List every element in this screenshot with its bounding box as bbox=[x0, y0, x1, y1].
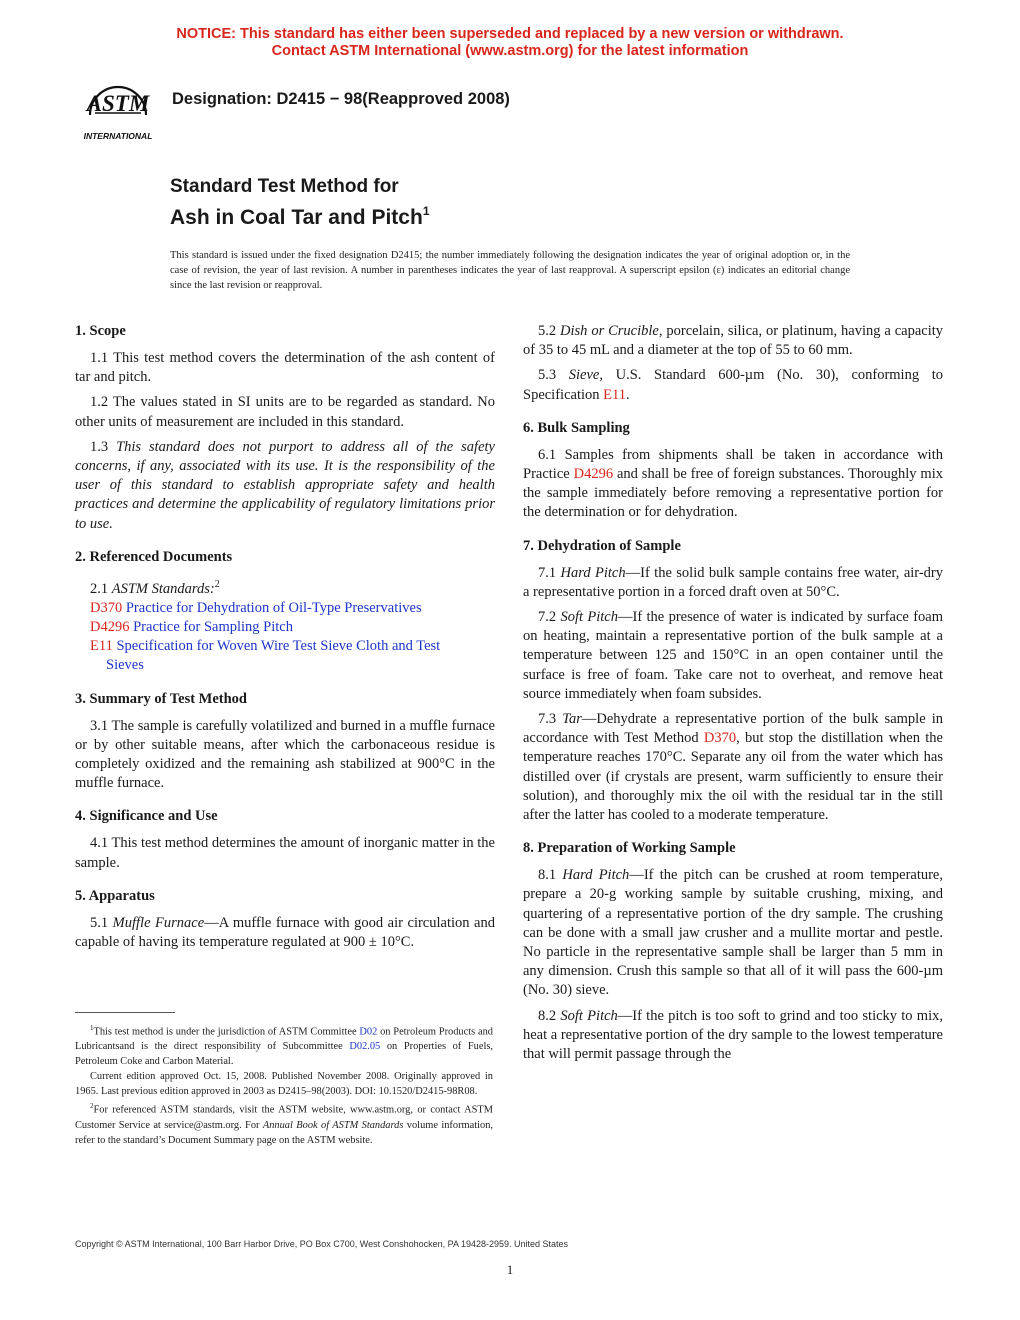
section-dehydration bbox=[523, 537, 943, 826]
footnote-1-text-c: on Properties of Fuels, Petroleum Coke and Carbon Material. bbox=[75, 1041, 493, 1068]
footnote-1 bbox=[75, 1021, 493, 1069]
ref-d370-code[interactable]: D370 bbox=[90, 599, 123, 616]
footnote-2-marker: 2 bbox=[90, 1102, 94, 1111]
link-d02-05[interactable]: D02.05 bbox=[349, 1041, 381, 1053]
preparation-8-1 bbox=[523, 866, 943, 1000]
preparation-8-1-text: —If the pitch can be crushed at room temperature, prepare a 20-g working sample by suitable crushing, mixing, and quartering of a representative portion of the dry sample. The crushing can be done with a small jaw crusher and a mullite mortar and pestle. No particle in the representative sample shall be larger than 5 mm in any dimension. Crush this sample so that all of it will pass the 600-µm (No. 30) sieve. bbox=[523, 867, 943, 999]
ref-d370[interactable] bbox=[75, 599, 495, 618]
dehydration-7-3-term: Tar bbox=[562, 711, 582, 728]
left-column bbox=[75, 322, 495, 966]
ref-e11-title[interactable]: Specification for Woven Wire Test Sieve Cloth and Test bbox=[112, 638, 441, 655]
ref-d4296-code[interactable]: D4296 bbox=[90, 619, 130, 636]
section-bulk-sampling bbox=[523, 419, 943, 523]
dehydration-7-1-num: 7.1 bbox=[538, 564, 561, 581]
apparatus-5-2-term: Dish or Crucible, bbox=[560, 323, 663, 339]
apparatus-5-2 bbox=[523, 322, 943, 360]
ref-sub-text: ASTM Standards: bbox=[111, 580, 215, 597]
bulk-6-1-text-b: and shall be free of foreign substances. Thoroughly mix the sample immediately before removing a representative portion for the determination or for dehydration. bbox=[523, 466, 943, 521]
section-apparatus bbox=[75, 887, 495, 952]
title-line-1: Standard Test Method for bbox=[170, 176, 399, 197]
apparatus-continued bbox=[523, 322, 943, 405]
section-summary bbox=[75, 690, 495, 794]
link-d02[interactable]: D02 bbox=[359, 1026, 378, 1038]
summary-3-1: 3.1 The sample is carefully volatilized and burned in a muffle furnace or by other suitable means, after which the carbonaceous residue is completely oxidized and the remaining ash stabilized at 900°C in the muffle furnace. bbox=[75, 717, 495, 792]
apparatus-5-1 bbox=[75, 914, 495, 952]
ref-e11[interactable] bbox=[75, 637, 495, 656]
preparation-8-2-text: —If the pitch is too soft to grind and too sticky to mix, heat a representative portion of the dry sample to the lowest temperature that will permit passage through the bbox=[523, 1007, 943, 1063]
dehydration-7-1 bbox=[523, 564, 943, 602]
apparatus-5-3 bbox=[523, 366, 943, 404]
dehydration-7-2-num: 7.2 bbox=[538, 609, 561, 626]
notice-line-2: Contact ASTM International (www.astm.org) for the latest information bbox=[271, 43, 749, 59]
apparatus-5-3-text: U.S. Standard 600-µm (No. 30), conforming to Specification bbox=[523, 367, 943, 403]
title-line-2 bbox=[170, 198, 430, 231]
apparatus-heading: 5. Apparatus bbox=[75, 887, 155, 904]
logo-caption: INTERNATIONAL bbox=[83, 131, 153, 141]
withdrawal-notice bbox=[0, 26, 1020, 60]
footnote-1-edition: Current edition approved Oct. 15, 2008. Published November 2008. Originally approved in 1965. Last previous edition approved in 2003 as D2415–98(2003). DOI: 10.1520/D2415-98R08. bbox=[75, 1071, 493, 1098]
ref-sub-num: 2.1 bbox=[90, 580, 112, 597]
designation: Designation: D2415 − 98(Reapproved 2008) bbox=[172, 90, 510, 108]
section-preparation bbox=[523, 839, 943, 1064]
scope-1-3 bbox=[75, 438, 495, 534]
ref-d4296[interactable] bbox=[75, 618, 495, 637]
dehydration-7-1-term: Hard Pitch bbox=[560, 564, 626, 581]
title-footnote-ref: 1 bbox=[422, 204, 430, 218]
section-scope bbox=[75, 322, 495, 534]
copyright-line: Copyright © ASTM International, 100 Barr Harbor Drive, PO Box C700, West Conshohocken, PA 19428-2959. United States bbox=[75, 1239, 569, 1249]
apparatus-5-3-end: . bbox=[625, 386, 630, 403]
dehydration-7-3-text-a: —Dehydrate a representative portion of the bulk sample in accordance with Test Method bbox=[523, 711, 943, 747]
apparatus-5-1-num: 5.1 bbox=[90, 914, 113, 931]
scope-1-2: 1.2 The values stated in SI units are to be regarded as standard. No other units of measurement are included in this standard. bbox=[75, 394, 495, 430]
preparation-8-1-term: Hard Pitch bbox=[562, 867, 630, 884]
footnote-divider bbox=[75, 1012, 175, 1013]
logo-mark: ASTM bbox=[86, 91, 150, 116]
astm-logo-icon bbox=[76, 75, 160, 143]
ref-e11-code[interactable]: E11 bbox=[90, 638, 113, 655]
apparatus-5-1-text: —A muffle furnace with good air circulation and capable of having its temperature regulated at 900 ± 10°C. bbox=[75, 914, 495, 951]
link-d4296[interactable]: D4296 bbox=[573, 466, 614, 483]
dehydration-7-1-text: —If the solid bulk sample contains free water, air-dry a representative portion in a forced draft oven at 50°C. bbox=[523, 564, 943, 600]
apparatus-5-3-num: 5.3 bbox=[538, 367, 569, 384]
referenced-heading: 2. Referenced Documents bbox=[75, 548, 233, 565]
footnote-1-text-a: This test method is under the jurisdiction of ASTM Committee bbox=[93, 1026, 360, 1038]
link-d370[interactable]: D370 bbox=[703, 730, 737, 747]
dehydration-7-3 bbox=[523, 710, 943, 825]
scope-1-3-num: 1.3 bbox=[90, 438, 117, 455]
bulk-6-1-text-a: 6.1 Samples from shipments shall be taken in accordance with Practice bbox=[523, 446, 943, 483]
ref-e11-continuation[interactable]: Sieves bbox=[106, 657, 144, 674]
footnotes bbox=[75, 1021, 493, 1148]
astm-standards-label bbox=[75, 575, 495, 599]
bulk-6-1 bbox=[523, 446, 943, 523]
notice-line-1: NOTICE: This standard has either been superseded and replaced by a new version or withdrawn. bbox=[176, 26, 844, 42]
significance-heading: 4. Significance and Use bbox=[75, 808, 218, 825]
ref-footnote-ref: 2 bbox=[214, 578, 220, 590]
preparation-8-2 bbox=[523, 1007, 943, 1065]
dehydration-heading: 7. Dehydration of Sample bbox=[523, 537, 681, 554]
footnote-2-text-b: volume information, refer to the standard’s Document Summary page on the ASTM website. bbox=[75, 1119, 493, 1146]
significance-4-1: 4.1 This test method determines the amount of inorganic matter in the sample. bbox=[75, 835, 495, 871]
scope-1-1: 1.1 This test method covers the determination of the ash content of tar and pitch. bbox=[75, 350, 495, 386]
scope-1-3-text: This standard does not purport to address all of the safety concerns, if any, associated with its use. It is the responsibility of the user of this standard to establish appropriate safety and health practices and determine the applicability of regulatory limitations prior to use. bbox=[75, 438, 495, 532]
apparatus-5-2-num: 5.2 bbox=[538, 323, 561, 339]
dehydration-7-2-term: Soft Pitch bbox=[560, 609, 618, 626]
issuance-note: This standard is issued under the fixed designation D2415; the number immediately following the designation indicates the year of original adoption or, in the case of revision, the year of last revision. A number in parentheses indicates the year of last reapproval. A superscript epsilon (ε) indicates an editorial change since the last revision or reapproval. bbox=[170, 250, 850, 291]
page-number: 1 bbox=[506, 1262, 514, 1277]
footnote-1-marker: 1 bbox=[90, 1024, 94, 1032]
link-e11[interactable]: E11 bbox=[603, 386, 626, 403]
dehydration-7-3-text-b: , but stop the distillation when the temperature reaches 170°C. Separate any oil from the water which has distilled over (if crystals are present, warm sufficiently to ensure their solution), and thoroughly mix the oil with the residual tar in the still after the latter has cooled to a moderate temperature. bbox=[523, 730, 943, 824]
dehydration-7-3-num: 7.3 bbox=[538, 711, 563, 728]
footnote-2 bbox=[75, 1099, 493, 1147]
ref-d370-title[interactable]: Practice for Dehydration of Oil-Type Preservatives bbox=[122, 599, 422, 616]
dehydration-7-2 bbox=[523, 608, 943, 704]
footnote-2-book-title: Annual Book of ASTM Standards bbox=[262, 1119, 404, 1131]
ref-d4296-title[interactable]: Practice for Sampling Pitch bbox=[129, 619, 293, 636]
bulk-heading: 6. Bulk Sampling bbox=[523, 419, 630, 436]
preparation-heading: 8. Preparation of Working Sample bbox=[523, 840, 736, 857]
section-significance bbox=[75, 807, 495, 872]
preparation-8-2-num: 8.2 bbox=[538, 1007, 561, 1024]
dehydration-7-2-text: —If the presence of water is indicated by surface foam on heating, maintain a representative portion of the bulk sample at a temperature between 125 and 150°C in an open container until the surface is free of foam. Take care not to overheat, and remove heat source immediately when foam subsides. bbox=[523, 609, 943, 702]
preparation-8-1-num: 8.1 bbox=[538, 867, 563, 884]
summary-heading: 3. Summary of Test Method bbox=[75, 690, 247, 707]
footnote-2-text-a: For referenced ASTM standards, visit the ASTM website, www.astm.org, or contact ASTM Customer Service at service@astm.org. For bbox=[75, 1104, 493, 1131]
footnote-1-text-b: on Petroleum Products and Lubricantsand is the direct responsibility of Subcommittee bbox=[75, 1026, 493, 1053]
scope-heading: 1. Scope bbox=[75, 323, 126, 339]
section-referenced-documents bbox=[75, 548, 495, 676]
right-column bbox=[523, 322, 943, 1078]
apparatus-5-3-term: Sieve, bbox=[568, 367, 603, 384]
apparatus-5-2-text: porcelain, silica, or platinum, having a capacity of 35 to 45 mL and a diameter at the top of 55 to 60 mm. bbox=[523, 323, 944, 359]
apparatus-5-1-term: Muffle Furnace bbox=[112, 914, 205, 931]
title-text: Ash in Coal Tar and Pitch bbox=[170, 206, 423, 229]
document-title bbox=[170, 176, 430, 231]
preparation-8-2-term: Soft Pitch bbox=[560, 1007, 618, 1024]
